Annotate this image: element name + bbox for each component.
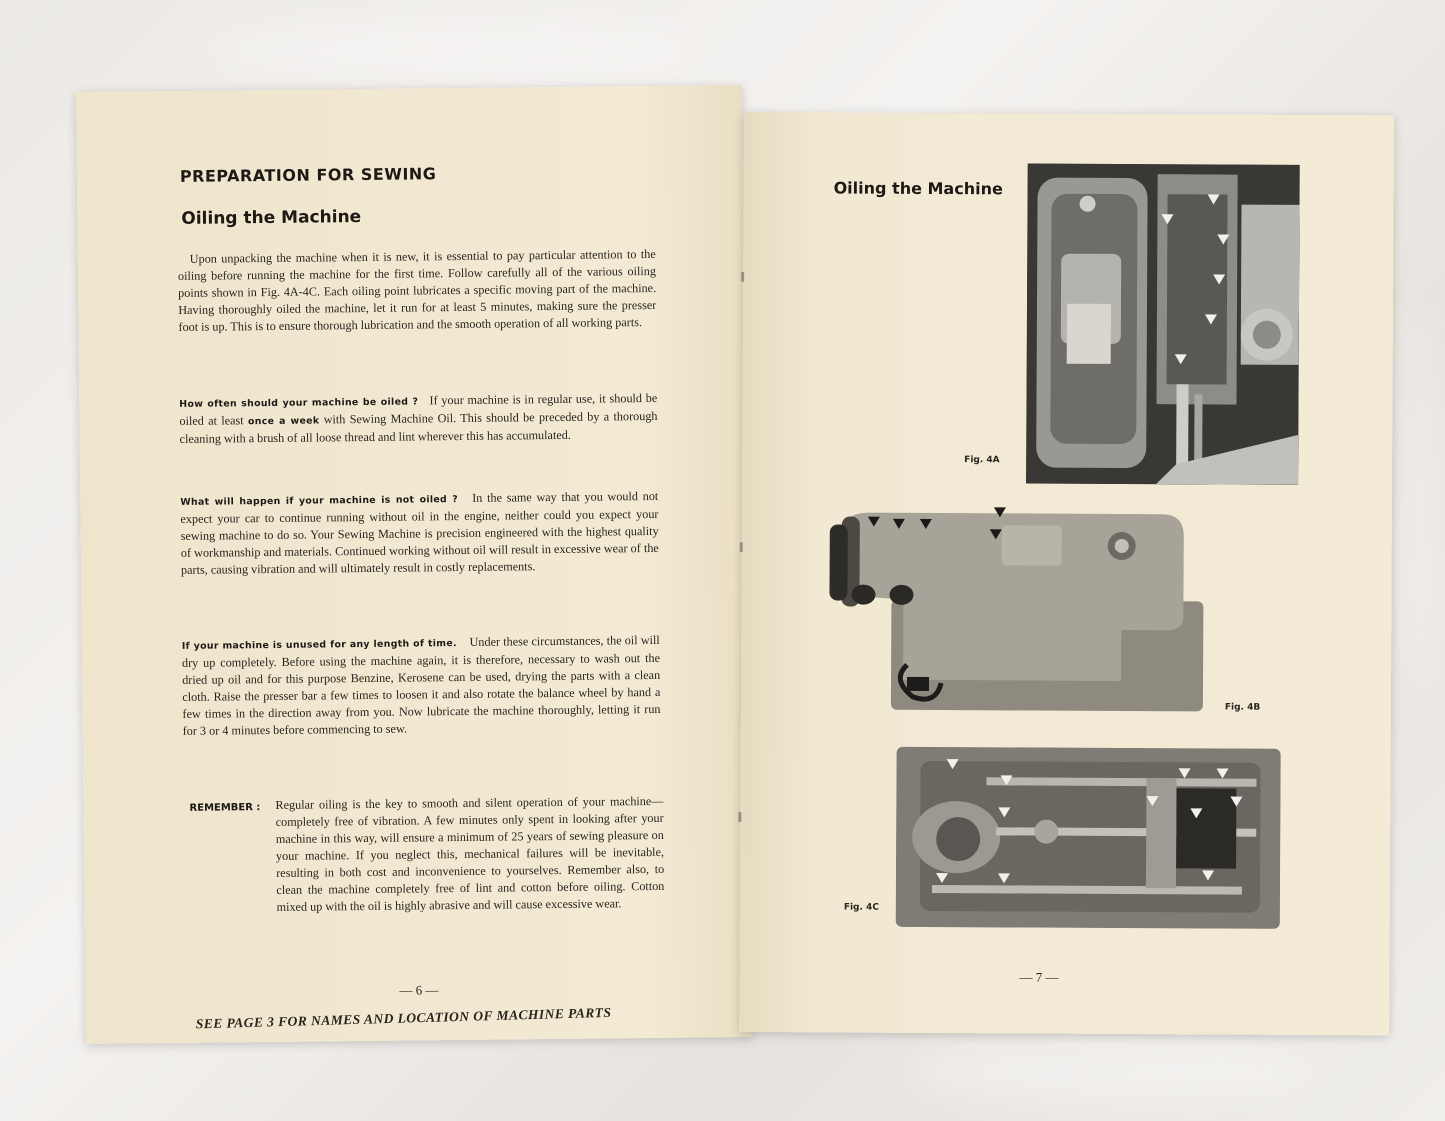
question-often-lead: How often should your machine be oiled ? — [179, 396, 419, 410]
question-unused-lead: If your machine is unused for any length of time. — [181, 638, 457, 652]
figure-4c-photo — [896, 747, 1281, 929]
question-often-emphasis: once a week — [247, 415, 320, 428]
figure-4c-label: Fig. 4C — [843, 902, 879, 913]
page-number-6: — 6 — — [399, 982, 439, 998]
machine-underside-image — [896, 747, 1281, 929]
figure-4a-label: Fig. 4A — [964, 455, 1000, 466]
page-number-7: — 7 — — [1019, 969, 1059, 985]
question-often-paragraph — [179, 390, 658, 448]
figure-4b-label: Fig. 4B — [1224, 702, 1261, 713]
footer-note: SEE PAGE 3 FOR NAMES AND LOCATION OF MACHINE PARTS — [195, 1004, 612, 1032]
cloth-highlight — [200, 20, 700, 80]
remember-label: REMEMBER : — [189, 802, 261, 814]
section-title: PREPARATION FOR SEWING — [179, 164, 437, 186]
question-often-text-b: with Sewing Machine Oil. This should be preceded by a thorough cleaning with a brush of all loose thread and lint wherever this has accumulated. — [179, 408, 658, 446]
question-unused-paragraph — [182, 632, 661, 740]
question-not-oiled-text: In the same way that you would not expect your car to continue running without oil in the engine, neither could you expect your sewing machine to do so. Your Sewing Machine is precision engineered with the highest quality of workmanship and materials. Continued working without oil will result in excessive wear of the parts, causing vibration and will ultimately result in costly replacements. — [180, 488, 659, 577]
question-unused-text: Under these circumstances, the oil will dry up completely. Before using the machine again, it is therefore, necessary to wash out the dried up oil and for this purpose Benzine, Kerosene can be used, drying the parts with a clean cloth. Raise the presser bar a few times to loosen it and also rotate the balance wheel by hand a few times in the direction away from you. Now lubricate the machine thoroughly, letting it run for 3 or 4 minutes before commencing to sew. — [181, 632, 661, 738]
subtitle: Oiling the Machine — [181, 207, 362, 229]
left-page — [76, 85, 752, 1044]
figure-4b-photo — [821, 504, 1212, 724]
question-not-oiled-paragraph — [180, 488, 659, 579]
intro-paragraph: Upon unpacking the machine when it is new, it is essential to pay particular attention to the oiling before running the machine for the first time. Follow carefully all of the various oiling points shown in Fig. 4A-4C. Each oiling point lubricates a specific moving part of the machine. Having thoroughly oiled the machine, let it run for at least 5 minutes, making sure the presser foot is up. This is to ensure thorough lubrication and the smooth operation of all working parts. — [177, 246, 657, 334]
question-often-text-a: If your machine is in regular use, it should be oiled at least — [179, 390, 658, 428]
sewing-machine-image — [821, 504, 1212, 724]
question-not-oiled-lead: What will happen if your machine is not oiled ? — [180, 494, 459, 508]
figure-4a-photo — [1026, 163, 1300, 484]
right-page-title: Oiling the Machine — [833, 178, 1003, 199]
cloth-highlight — [900, 1040, 1320, 1100]
binding-stitch — [741, 272, 744, 282]
remember-text: Regular oiling is the key to smooth and silent operation of your machine—completely free of vibration. A few minutes only spent in looking after your machine in this way, will ensure a minimum of 25 years of sewing pleasure on your machine. If you neglect this, mechanical failures will be inevitable, resulting in both cost and inconvenience to yourselves. Remember also, to clean the machine completely free of lint and cotton before oiling. Cotton mixed up with the oil is highly abrasive and will cause excessive wear. — [275, 793, 665, 914]
right-page — [739, 112, 1394, 1035]
binding-stitch — [740, 542, 743, 552]
binding-stitch — [738, 812, 741, 822]
machine-head-closeup-image — [1026, 163, 1300, 484]
cloth-highlight — [1400, 300, 1440, 700]
